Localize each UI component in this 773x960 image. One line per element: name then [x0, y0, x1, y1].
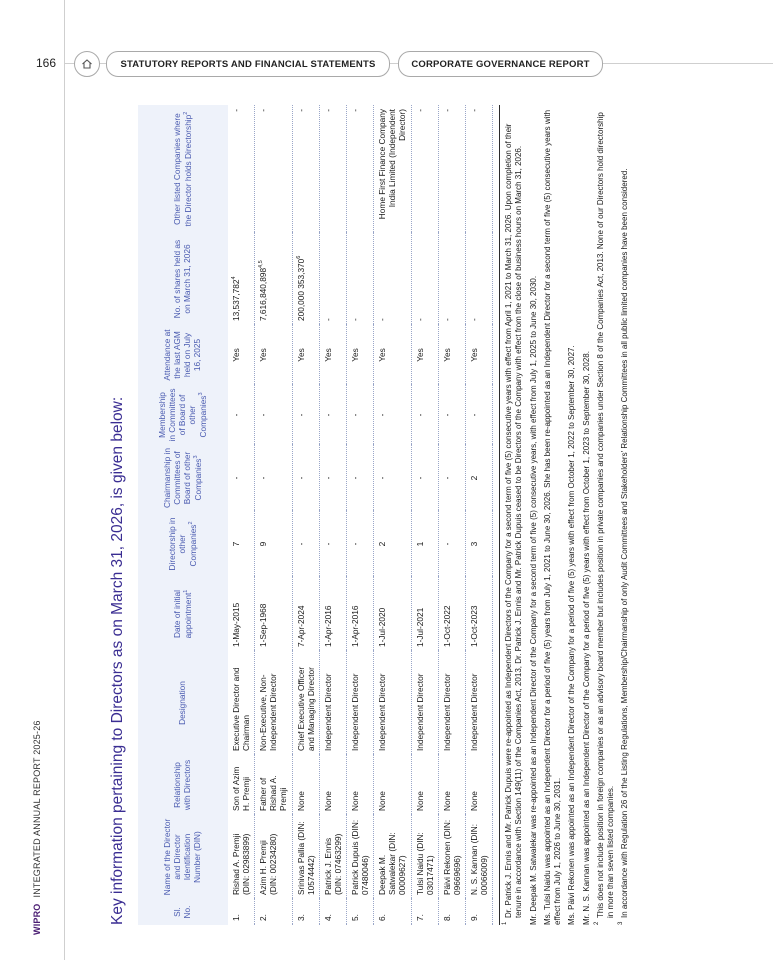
- cell-name: Päivi Rekonen (DIN: 09669696): [438, 815, 465, 899]
- cell-chair: -: [438, 445, 465, 511]
- cell-sl: 8.: [438, 899, 465, 925]
- cell-desig: Independent Director: [465, 651, 492, 755]
- cell-desig: Independent Director: [438, 651, 465, 755]
- table-header-row: [138, 105, 228, 925]
- cell-mem: -: [411, 385, 438, 445]
- cell-rel: Father of Rishad A. Premji: [255, 755, 292, 815]
- nav-statutory-reports[interactable]: STATUTORY REPORTS AND FINANCIAL STATEMENTS: [106, 51, 390, 77]
- cell-date: 1-Apr-2016: [319, 577, 346, 651]
- cell-listed: -: [411, 105, 438, 233]
- table-row: [411, 105, 438, 925]
- cell-listed: -: [255, 105, 292, 233]
- cell-rel: None: [346, 755, 373, 815]
- cell-listed: -: [438, 105, 465, 233]
- table-row: [438, 105, 465, 925]
- note-naidu: Ms. Tulsi Naidu was appointed as an Independent Director for a period of five (5) years from July 1, 2021 to June 30, 2026. She has been re-appointed as an Independent Director for a second term of five (5) consecutive years with effect from July 1, 2026 to June 30, 2031.: [542, 109, 563, 925]
- note-satwalekar: Mr. Deepak M. Satwalekar was re-appointed as an Independent Director of the Company for a second term of five (5) consecutive years, with effect from July 1, 2025 to June 30, 2030.: [528, 275, 538, 925]
- cell-chair: -: [228, 445, 255, 511]
- cell-name: Azim H. Premji (DIN: 00234280): [255, 815, 292, 899]
- cell-date: 1-Sep-1968: [255, 577, 292, 651]
- cell-dir: 1: [411, 511, 438, 577]
- cell-chair: -: [411, 445, 438, 511]
- cell-shares: -: [411, 233, 438, 325]
- cell-sl: 2.: [255, 899, 292, 925]
- column-header: Date of initial appointment$^1$: [138, 577, 228, 651]
- column-header: Other listed Companies where the Director holds Directorship$^2$: [138, 105, 228, 233]
- cell-rel: None: [438, 755, 465, 815]
- column-header: Chairmanship in Committees of Board of other Companies$^3$: [138, 445, 228, 511]
- home-icon: [81, 58, 93, 70]
- cell-name: Srinivas Pallia (DIN: 10574442): [292, 815, 319, 899]
- cell-dir: 2: [374, 511, 411, 577]
- cell-agm: Yes: [438, 325, 465, 385]
- cell-rel: None: [319, 755, 346, 815]
- cell-listed: Home First Finance Company India Limited (Independent Director): [374, 105, 411, 233]
- cell-dir: 7: [228, 511, 255, 577]
- cell-dir: -: [319, 511, 346, 577]
- cell-mem: -: [438, 385, 465, 445]
- note-rekonen: Ms. Päivi Rekonen was appointed as an Independent Director of the Company for a period of five (5) years with effect from October 1, 2022 to September 30, 2027.: [567, 345, 577, 925]
- cell-dir: 9: [255, 511, 292, 577]
- cell-desig: Executive Director and Chairman: [228, 651, 255, 755]
- cell-desig: Independent Director: [411, 651, 438, 755]
- cell-sl: 6.: [374, 899, 411, 925]
- cell-desig: Independent Director: [374, 651, 411, 755]
- cell-rel: Son of Azim H. Premji: [228, 755, 255, 815]
- cell-name: Patrick Dupuis (DIN: 07480046): [346, 815, 373, 899]
- cell-dir: -: [346, 511, 373, 577]
- column-header: Directorship in other Companies$^2$: [138, 511, 228, 577]
- cell-chair: -: [255, 445, 292, 511]
- cell-desig: Non-Executive, Non-Independent Director: [255, 651, 292, 755]
- cell-rel: None: [292, 755, 319, 815]
- cell-agm: Yes: [411, 325, 438, 385]
- table-row: [255, 105, 292, 925]
- footnote-marker: 2: [593, 921, 600, 925]
- cell-date: 7-Apr-2024: [292, 577, 319, 651]
- cell-listed: -: [292, 105, 319, 233]
- cell-shares: -: [374, 233, 411, 325]
- cell-date: 1-Jul-2020: [374, 577, 411, 651]
- cell-sl: 9.: [465, 899, 492, 925]
- cell-name: Patrick J. Ennis (DIN: 07463299): [319, 815, 346, 899]
- cell-chair: -: [346, 445, 373, 511]
- table-body: [228, 105, 493, 925]
- cell-date: 1-May-2015: [228, 577, 255, 651]
- cell-mem: -: [374, 385, 411, 445]
- cell-date: 1-Oct-2022: [438, 577, 465, 651]
- side-brand: [32, 720, 42, 935]
- cell-rel: None: [465, 755, 492, 815]
- cell-name: N. S. Kannan (DIN: 00066009): [465, 815, 492, 899]
- cell-mem: -: [228, 385, 255, 445]
- rotated-content: [104, 105, 630, 925]
- cell-name: Deepak M. Satwalekar (DIN: 00009627): [374, 815, 411, 899]
- cell-sl: 4.: [319, 899, 346, 925]
- cell-sl: 1.: [228, 899, 255, 925]
- cell-agm: Yes: [292, 325, 319, 385]
- table-row: [465, 105, 492, 925]
- table-row: [346, 105, 373, 925]
- cell-desig: Independent Director: [319, 651, 346, 755]
- cell-name: Rishad A. Premji (DIN: 02983899): [228, 815, 255, 899]
- home-button[interactable]: [74, 51, 100, 77]
- cell-desig: Chief Executive Officer and Managing Director: [292, 651, 319, 755]
- column-header: Sl. No.: [138, 899, 228, 925]
- note-kannan: Mr. N. S. Kannan was appointed as an Independent Director of the Company for a period of five (5) years with effect from October 1, 2023 to September 30, 2028.: [581, 351, 591, 925]
- cell-mem: -: [255, 385, 292, 445]
- cell-dir: -: [438, 511, 465, 577]
- cell-date: 1-Oct-2023: [465, 577, 492, 651]
- cell-agm: Yes: [346, 325, 373, 385]
- cell-shares: -: [465, 233, 492, 325]
- footnote-2: 2 This does not include position in foreign companies or as an advisory board member but includes position in private companies and companies under Section 8 of the Companies Act, 2013. None of our Directors hold directorship in more than seven listed companies.: [593, 112, 616, 925]
- page-number: 166: [36, 56, 57, 70]
- cell-shares: 200,000 353,370$^6$: [292, 233, 319, 325]
- cell-listed: -: [228, 105, 255, 233]
- cell-listed: -: [319, 105, 346, 233]
- cell-mem: -: [465, 385, 492, 445]
- directors-table: [138, 105, 493, 925]
- cell-agm: Yes: [374, 325, 411, 385]
- cell-mem: -: [346, 385, 373, 445]
- cell-name: Tulsi Naidu (DIN: 03017471): [411, 815, 438, 899]
- cell-date: 1-Apr-2016: [346, 577, 373, 651]
- footnote-1: 1 Dr. Patrick J. Ennis and Mr. Patrick Dupuis were re-appointed as Independent Directors of the Company for a second term of five (5) consecutive years with effect from April 1, 2021 to March 31, 2026. Upon completion of their tenure in accordance with Section 149(11) of the Companies Act, 2013, Dr. Patrick J. Ennis and Mr. Patrick Dupuis ceased to be Directors of the Company with effect from the close of business hours on March 31, 2026.: [502, 123, 524, 925]
- cell-sl: 5.: [346, 899, 373, 925]
- column-header: Name of the Director and Director Identification Number (DIN): [138, 815, 228, 899]
- cell-agm: Yes: [465, 325, 492, 385]
- cell-rel: None: [374, 755, 411, 815]
- cell-chair: -: [319, 445, 346, 511]
- cell-shares: 13,537,782$^4$: [228, 233, 255, 325]
- nav-corporate-governance[interactable]: CORPORATE GOVERNANCE REPORT: [398, 51, 603, 77]
- table-row: [228, 105, 255, 925]
- cell-desig: Independent Director: [346, 651, 373, 755]
- cell-shares: -: [346, 233, 373, 325]
- footnote-3: 3 In accordance with Regulation 26 of the Listing Regulations, Membership/Chairmanship of only Audit Committees and Stakeholders' Relationship Committees in all public limited companies have been considered.: [618, 168, 630, 925]
- cell-chair: -: [374, 445, 411, 511]
- cell-listed: -: [465, 105, 492, 233]
- cell-agm: Yes: [255, 325, 292, 385]
- cell-sl: 3.: [292, 899, 319, 925]
- table-row: [292, 105, 319, 925]
- cell-shares: -: [438, 233, 465, 325]
- column-header: Membership in Committees of Board of other Companies$^3$: [138, 385, 228, 445]
- footnote-marker: 1: [502, 921, 509, 925]
- table-row: [374, 105, 411, 925]
- cell-date: 1-Jul-2021: [411, 577, 438, 651]
- column-header: Attendance at the last AGM held on July 16, 2025: [138, 325, 228, 385]
- cell-dir: -: [292, 511, 319, 577]
- cell-agm: Yes: [319, 325, 346, 385]
- cell-shares: 7,616,840,898$^{4,5}$: [255, 233, 292, 325]
- table-row: [319, 105, 346, 925]
- cell-rel: None: [411, 755, 438, 815]
- wipro-logo: WIPRO: [32, 903, 42, 935]
- cell-dir: 3: [465, 511, 492, 577]
- report-name: INTEGRATED ANNUAL REPORT 2025-26: [32, 720, 42, 898]
- footnotes: [499, 105, 630, 925]
- column-header: Relationship with Directors: [138, 755, 228, 815]
- cell-shares: -: [319, 233, 346, 325]
- column-header: Designation: [138, 651, 228, 755]
- column-header: No. of shares held as on March 31, 2026: [138, 233, 228, 325]
- cell-chair: 2: [465, 445, 492, 511]
- cell-chair: -: [292, 445, 319, 511]
- footnote-marker: 3: [618, 921, 625, 925]
- section-title: Key information pertaining to Directors as on March 31, 2026, is given below:: [109, 396, 126, 925]
- cell-agm: Yes: [228, 325, 255, 385]
- cell-mem: -: [292, 385, 319, 445]
- cell-mem: -: [319, 385, 346, 445]
- cell-listed: -: [346, 105, 373, 233]
- cell-sl: 7.: [411, 899, 438, 925]
